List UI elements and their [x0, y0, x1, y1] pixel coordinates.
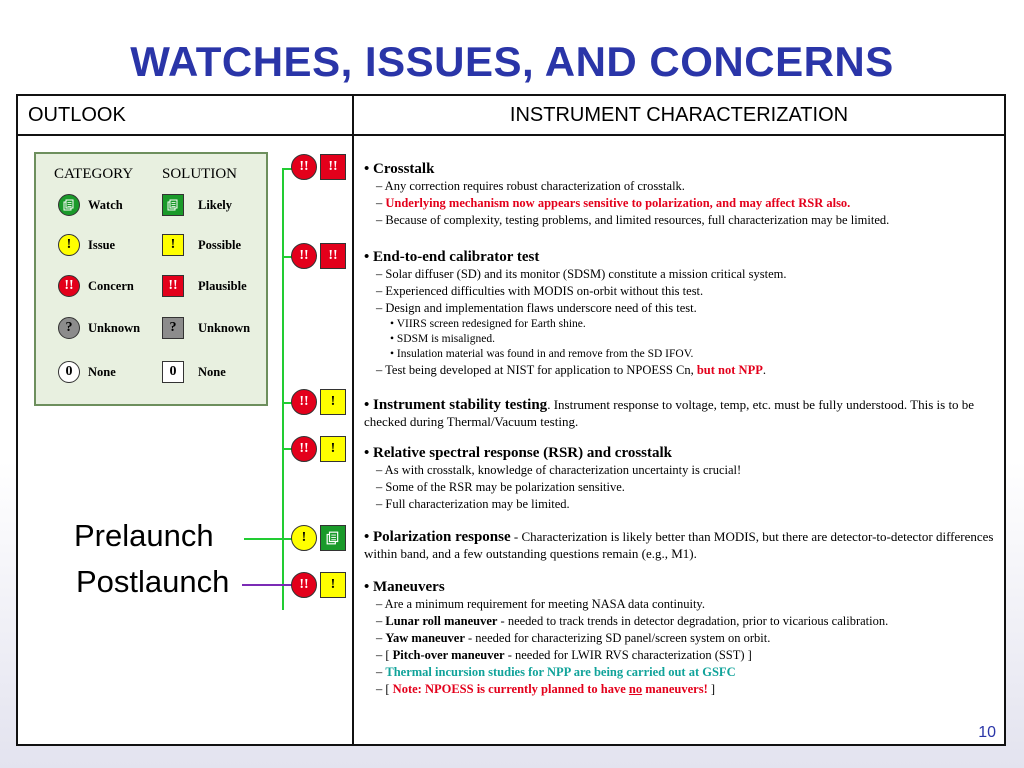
postlaunch-label: Postlaunch: [76, 564, 230, 599]
rsr-line: – Some of the RSR may be polarization sensitive.: [376, 480, 625, 494]
rsr-line: – Full characterization may be limited.: [376, 497, 570, 511]
likely-document-icon: [162, 194, 184, 216]
stability-block: • Instrument stability testing. Instrument response to voltage, temp, etc. must be fully understood. This is to be checked during Thermal/Vacuum testing.: [364, 397, 975, 429]
maneuvers-line: – [ Pitch-over maneuver - needed for LWIR RVS characterization (SST) ]: [376, 648, 752, 662]
unknown-solution-symbol: ?: [162, 317, 184, 339]
prelaunch-line: [244, 538, 298, 540]
legend-category-heading: CATEGORY: [54, 166, 134, 182]
legend-solution-heading: SOLUTION: [162, 166, 237, 182]
e2e-subbullet: • SDSM is misaligned.: [390, 333, 495, 345]
rsr-solution-status: !: [320, 436, 346, 462]
crosstalk-heading: Crosstalk: [373, 161, 435, 177]
maneuvers-block: • Maneuvers – Are a minimum requirement for meeting NASA data continuity. – Lunar roll maneuver - needed to track trends in detector degradation, prior to vicarious calibration. – Yaw maneuver - needed for characterizing SD panel/screen system on orbit. – [ Pitch-over maneuver - needed for LWIR RVS characterization (SST) ] – Thermal incursion studies for NPP are being carried out at GSFC – [ Note: NPOESS is currently planned to have no maneuvers! ]: [364, 578, 1004, 698]
legend-row-watch: [36, 194, 266, 218]
rsr-heading: Relative spectral response (RSR) and crosstalk: [373, 445, 673, 461]
issue-symbol: !: [58, 234, 80, 256]
column-divider: [352, 136, 354, 744]
legend-cat-label: Unknown: [88, 321, 141, 335]
legend-row-concern: [36, 275, 266, 299]
page-title: WATCHES, ISSUES, AND CONCERNS: [130, 38, 894, 85]
polarization-category-status: !: [291, 525, 317, 551]
maneuvers-line: – Lunar roll maneuver - needed to track trends in detector degradation, prior to vicarious calibration.: [376, 614, 889, 628]
legend-box: [34, 152, 268, 406]
maneuvers-solution-status: !: [320, 572, 346, 598]
crosstalk-category-status: !!: [291, 154, 317, 180]
possible-symbol: !: [162, 234, 184, 256]
crosstalk-line: – Because of complexity, testing problems, and limited resources, full characterization may be limited.: [376, 213, 890, 227]
e2e-subbullet: • Insulation material was found in and remove from the SD IFOV.: [390, 348, 694, 360]
crosstalk-line: – Underlying mechanism now appears sensitive to polarization, and may affect RSR also.: [376, 196, 851, 210]
e2e-line: – Design and implementation flaws underscore need of this test.: [376, 301, 697, 315]
stability-category-status: !!: [291, 389, 317, 415]
crosstalk-red-line: Underlying mechanism now appears sensitive to polarization, and may affect RSR also.: [385, 196, 851, 210]
postlaunch-line: [242, 584, 298, 586]
legend-cat-label: Watch: [88, 198, 123, 212]
legend-cat-label: Concern: [88, 279, 134, 293]
maneuvers-line: – Are a minimum requirement for meeting NASA data continuity.: [376, 597, 705, 611]
none-solution-symbol: 0: [162, 361, 184, 383]
e2e-subbullet: • VIIRS screen redesigned for Earth shine.: [390, 318, 586, 330]
concern-symbol: !!: [58, 275, 80, 297]
timeline-trunk: [282, 168, 284, 610]
content-frame: [16, 94, 1006, 746]
polarization-text: - Characterization is likely better than MODIS, but there are detector-to-detector differences within band, and a few outstanding questions remain (e.g., M1).: [364, 529, 994, 561]
polarization-heading: Polarization response: [373, 529, 511, 545]
stability-heading: Instrument stability testing: [373, 397, 548, 413]
instrument-characterization-header: INSTRUMENT CHARACTERIZATION: [354, 96, 1004, 136]
legend-cat-label: Issue: [88, 238, 116, 252]
crosstalk-solution-status: !!: [320, 154, 346, 180]
polarization-solution-document-icon: [320, 525, 346, 551]
outlook-header: OUTLOOK: [18, 96, 354, 136]
crosstalk-line: – Any correction requires robust characterization of crosstalk.: [376, 179, 685, 193]
legend-sol-label: Plausible: [198, 279, 247, 293]
legend-sol-label: Possible: [198, 238, 242, 252]
e2e-line: – Solar diffuser (SD) and its monitor (SDSM) constitute a mission critical system.: [376, 267, 787, 281]
legend-sol-label: None: [198, 365, 226, 379]
rsr-category-status: !!: [291, 436, 317, 462]
legend-cat-label: None: [88, 365, 116, 379]
page-number: 10: [978, 724, 996, 741]
unknown-category-symbol: ?: [58, 317, 80, 339]
e2e-solution-status: !!: [320, 243, 346, 269]
maneuvers-line: – Yaw maneuver - needed for characterizing SD panel/screen system on orbit.: [376, 631, 771, 645]
legend-sol-label: Likely: [198, 198, 233, 212]
plausible-symbol: !!: [162, 275, 184, 297]
stability-text: . Instrument response to voltage, temp, etc. must be fully understood. This is to be checked during Thermal/Vacuum testing.: [364, 397, 975, 429]
e2e-line: – Test being developed at NIST for application to NPOESS Cn, but not NPP.: [376, 363, 766, 377]
crosstalk-block: • Crosstalk – Any correction requires robust characterization of crosstalk. – Underlying mechanism now appears sensitive to polarization, and may affect RSR also. – Because of complexity, testing problems, and limited resources, full characterization may be limited.: [364, 160, 1004, 229]
maneuvers-category-status: !!: [291, 572, 317, 598]
rsr-block: • Relative spectral response (RSR) and crosstalk – As with crosstalk, knowledge of characterization uncertainty is crucial! – Some of the RSR may be polarization sensitive. – Full characterization may be limited.: [364, 444, 1004, 513]
e2e-line: – Experienced difficulties with MODIS on-orbit without this test.: [376, 284, 704, 298]
stability-solution-status: !: [320, 389, 346, 415]
legend-row-none: [36, 361, 266, 385]
prelaunch-label: Prelaunch: [74, 518, 214, 553]
maneuvers-line: – Thermal incursion studies for NPP are being carried out at GSFC: [376, 665, 736, 679]
legend-row-issue: [36, 234, 266, 258]
e2e-block: • End-to-end calibrator test – Solar diffuser (SD) and its monitor (SDSM) constitute a mission critical system. – Experienced difficulties with MODIS on-orbit without this test. – Design and implementation flaws underscore need of this test. • VIIRS screen redesigned for Earth shine. • SDSM is misaligned. • Insulation material was found in and remove from the SD IFOV. – Test being developed at NIST for application to NPOESS Cn, but not NPP.: [364, 248, 1004, 379]
rsr-line: – As with crosstalk, knowledge of characterization uncertainty is crucial!: [376, 463, 742, 477]
e2e-category-status: !!: [291, 243, 317, 269]
watch-document-icon: [58, 194, 80, 216]
polarization-block: • Polarization response - Characterization is likely better than MODIS, but there are detector-to-detector differences within band, and a few outstanding questions remain (e.g., M1).: [364, 529, 994, 561]
maneuvers-heading: Maneuvers: [373, 579, 445, 595]
none-category-symbol: 0: [58, 361, 80, 383]
e2e-heading: End-to-end calibrator test: [373, 249, 540, 265]
maneuvers-line: – [ Note: NPOESS is currently planned to have no maneuvers! ]: [376, 682, 716, 696]
legend-row-unknown: [36, 317, 266, 341]
legend-sol-label: Unknown: [198, 321, 251, 335]
